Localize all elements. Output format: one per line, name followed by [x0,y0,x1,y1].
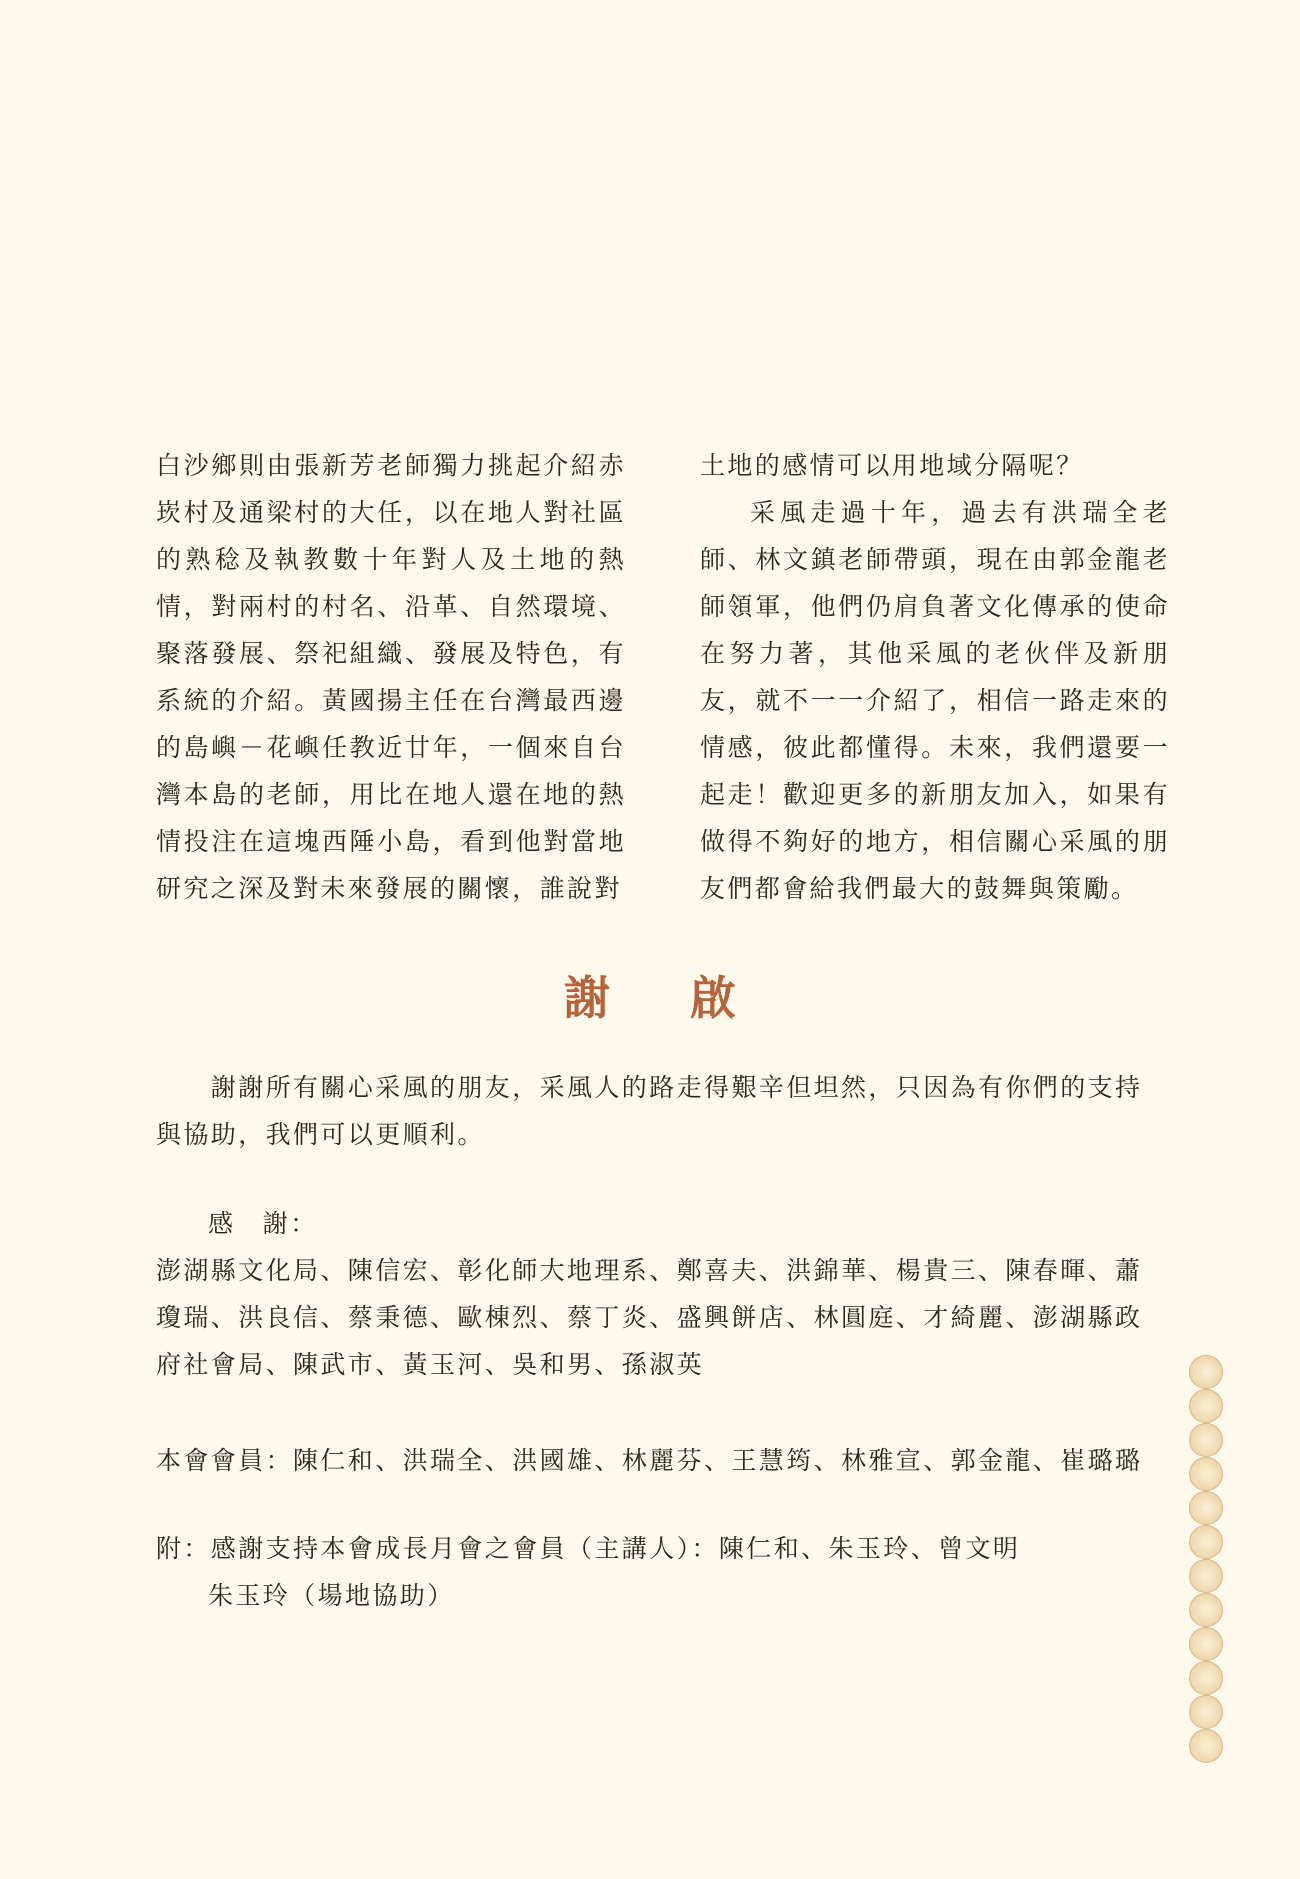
right-paragraph: 采風走過十年，過去有洪瑞全老師、林文鎮老師帶頭，現在由郭金龍老師領軍，他們仍肩負著文化傳承的使命在努力著，其他采風的老伙伴及新朋友，就不一一介紹了，相信一路走來的情感，彼此都懂得。未來，我們還要一起走！歡迎更多的新朋友加入，如果有做得不夠好的地方，相信關心采風的朋友們都會給我們最大的鼓舞與策勵。 [700,498,1170,903]
thanks-intro [156,1064,1166,1158]
ornament-medallion-icon [1189,1729,1223,1763]
ornament-medallion-icon [1189,1661,1223,1695]
ornament-medallion-icon [1189,1525,1223,1559]
ornament-medallion-icon [1189,1559,1223,1593]
thanks-label: 感 謝： [208,1209,318,1238]
appendix-note [156,1525,1166,1619]
ornament-medallion-icon [1189,1593,1223,1627]
ornament-medallion-icon [1189,1389,1223,1423]
thanks-list [156,1247,1166,1388]
ornament-medallion-icon [1189,1491,1223,1525]
appendix-line-1: 附：感謝支持本會成長月會之會員（主講人）：陳仁和、朱玉玲、曾文明 [156,1534,1021,1563]
left-column [156,442,626,912]
decorative-border-ornament [1187,1355,1225,1763]
ornament-medallion-icon [1189,1627,1223,1661]
ornament-medallion-icon [1189,1423,1223,1457]
members-list: 本會會員：陳仁和、洪瑞全、洪國雄、林麗芬、王慧筠、林雅宣、郭金龍、崔璐璐 [156,1446,1143,1475]
thanks-intro-text: 謝謝所有關心采風的朋友，采風人的路走得艱辛但坦然，只因為有你們的支持與協助，我們可以更順利。 [156,1073,1143,1149]
right-column [700,442,1170,912]
thanks-list-text: 澎湖縣文化局、陳信宏、彰化師大地理系、鄭喜夫、洪錦華、楊貴三、陳春暉、蕭瓊瑞、洪良信、蔡秉德、歐棟烈、蔡丁炎、盛興餅店、林圓庭、才綺麗、澎湖縣政府社會局、陳武市、黃玉河、吳和男、孫淑英 [156,1256,1143,1379]
left-paragraph: 白沙鄉則由張新芳老師獨力挑起介紹赤崁村及通梁村的大任，以在地人對社區的熟稔及執教數十年對人及土地的熱情，對兩村的村名、沿革、自然環境、聚落發展、祭祀組織、發展及特色，有系統的介紹。黃國揚主任在台灣最西邊的島嶼－花嶼任教近廿年，一個來自台灣本島的老師，用比在地人還在地的熱情投注在這塊西陲小島，看到他對當地研究之深及對未來發展的關懷，誰說對 [156,451,626,903]
appendix-line-2: 朱玉玲（場地協助） [208,1581,455,1610]
acknowledgement-heading: 謝啟 [564,971,816,1025]
ornament-medallion-icon [1189,1355,1223,1389]
right-continuation: 土地的感情可以用地域分隔呢？ [700,451,1084,480]
ornament-medallion-icon [1189,1695,1223,1729]
ornament-medallion-icon [1189,1457,1223,1491]
